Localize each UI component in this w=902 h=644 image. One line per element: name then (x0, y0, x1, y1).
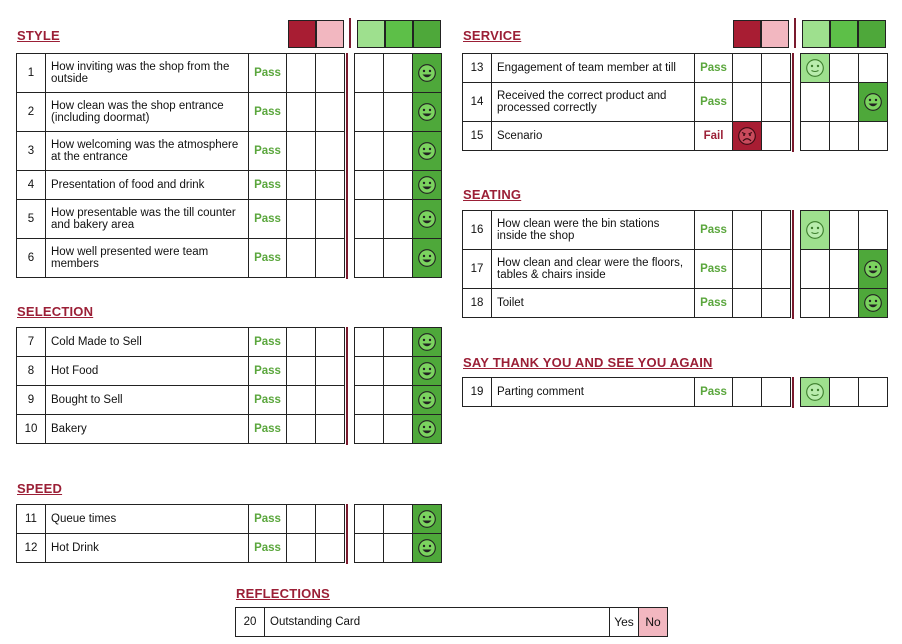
rating-cell-2[interactable] (316, 328, 345, 357)
rating-cell-4[interactable] (384, 328, 413, 357)
rating-cell-1[interactable] (733, 83, 762, 122)
row-number: 13 (463, 54, 492, 83)
rating-cell-2[interactable] (316, 239, 345, 278)
scale-divider (345, 171, 355, 200)
very-sad-face-icon (737, 130, 757, 142)
table-row (17, 534, 442, 563)
row-number: 11 (17, 505, 46, 534)
question-label: How welcoming was the atmosphere at the entrance (46, 132, 249, 171)
rating-cell-5[interactable] (413, 132, 442, 171)
question-label: Parting comment (492, 378, 695, 407)
row-number: 6 (17, 239, 46, 278)
rating-cell-2[interactable] (316, 132, 345, 171)
rating-cell-3[interactable] (801, 83, 830, 122)
table-row (17, 239, 442, 278)
rating-cell-3[interactable] (355, 93, 384, 132)
rating-cell-3[interactable] (801, 54, 830, 83)
neutral-face-icon (805, 386, 825, 398)
result-label: Pass (695, 211, 733, 250)
very-sad-face-icon (733, 20, 761, 48)
table-row (17, 415, 442, 444)
rating-cell-3[interactable] (355, 386, 384, 415)
scale-divider (345, 357, 355, 386)
rating-cell-2[interactable] (316, 386, 345, 415)
table-row (17, 357, 442, 386)
rating-cell-5[interactable] (413, 386, 442, 415)
row-number: 7 (17, 328, 46, 357)
section-title-selection: SELECTION (17, 304, 94, 319)
table-row (17, 505, 442, 534)
result-label: Pass (695, 289, 733, 318)
rating-cell-1[interactable] (287, 171, 316, 200)
row-number: 14 (463, 83, 492, 122)
rating-cell-2[interactable] (316, 534, 345, 563)
question-label: Queue times (46, 505, 249, 534)
question-label: Toilet (492, 289, 695, 318)
rating-cell-3[interactable] (355, 357, 384, 386)
row-number: 15 (463, 122, 492, 151)
rating-cell-3[interactable] (801, 250, 830, 289)
table-row (463, 378, 888, 407)
rating-cell-4[interactable] (830, 83, 859, 122)
rating-cell-1[interactable] (733, 211, 762, 250)
result-label: Pass (249, 328, 287, 357)
table-row (17, 93, 442, 132)
table-row (463, 250, 888, 289)
section-title-service: SERVICE (463, 28, 522, 43)
rating-cell-2[interactable] (762, 83, 791, 122)
very-happy-face-icon (417, 179, 437, 191)
question-label: Hot Drink (46, 534, 249, 563)
question-label: Cold Made to Sell (46, 328, 249, 357)
rating-cell-2[interactable] (316, 505, 345, 534)
no-option[interactable]: No (639, 608, 668, 637)
rating-cell-5[interactable] (859, 122, 888, 151)
rating-cell-4[interactable] (384, 171, 413, 200)
rating-cell-1[interactable] (287, 328, 316, 357)
rating-cell-2[interactable] (316, 93, 345, 132)
rating-cell-1[interactable] (287, 132, 316, 171)
table-row (463, 83, 888, 122)
row-number: 8 (17, 357, 46, 386)
question-label: Outstanding Card (265, 608, 610, 637)
selection-table (16, 327, 442, 444)
rating-cell-5[interactable] (859, 83, 888, 122)
scale-divider (345, 132, 355, 171)
rating-cell-4[interactable] (830, 211, 859, 250)
rating-cell-3[interactable] (355, 328, 384, 357)
rating-cell-4[interactable] (384, 54, 413, 93)
rating-cell-2[interactable] (316, 357, 345, 386)
rating-cell-5[interactable] (413, 239, 442, 278)
rating-cell-2[interactable] (762, 378, 791, 407)
row-number: 3 (17, 132, 46, 171)
result-label: Pass (695, 83, 733, 122)
rating-cell-1[interactable] (733, 289, 762, 318)
rating-cell-4[interactable] (384, 132, 413, 171)
rating-cell-3[interactable] (355, 132, 384, 171)
rating-cell-1[interactable] (287, 505, 316, 534)
scale-divider (345, 386, 355, 415)
question-label: Scenario (492, 122, 695, 151)
result-label: Fail (695, 122, 733, 151)
very-happy-face-icon (417, 252, 437, 264)
rating-cell-1[interactable] (287, 54, 316, 93)
rating-cell-5[interactable] (413, 171, 442, 200)
result-label: Pass (249, 386, 287, 415)
very-happy-face-icon (417, 145, 437, 157)
row-number: 16 (463, 211, 492, 250)
rating-scale-header-left (288, 20, 441, 48)
rating-cell-1[interactable] (733, 250, 762, 289)
rating-cell-5[interactable] (413, 415, 442, 444)
scale-divider (345, 505, 355, 534)
rating-cell-1[interactable] (287, 93, 316, 132)
result-label: Pass (249, 200, 287, 239)
very-happy-face-icon (417, 365, 437, 377)
result-label: Pass (249, 534, 287, 563)
rating-cell-1[interactable] (287, 357, 316, 386)
seating-table (462, 210, 888, 318)
very-happy-face-icon (417, 106, 437, 118)
rating-cell-5[interactable] (413, 328, 442, 357)
rating-cell-3[interactable] (801, 378, 830, 407)
rating-cell-1[interactable] (287, 534, 316, 563)
speed-table (16, 504, 442, 563)
row-number: 12 (17, 534, 46, 563)
rating-cell-5[interactable] (413, 534, 442, 563)
rating-cell-3[interactable] (801, 289, 830, 318)
scale-divider (791, 250, 801, 289)
rating-cell-2[interactable] (762, 54, 791, 83)
rating-cell-5[interactable] (859, 54, 888, 83)
rating-cell-1[interactable] (287, 415, 316, 444)
question-label: How well presented were team members (46, 239, 249, 278)
rating-cell-3[interactable] (355, 171, 384, 200)
question-label: How clean and clear were the floors, tables & chairs inside (492, 250, 695, 289)
rating-cell-5[interactable] (859, 250, 888, 289)
neutral-face-icon (805, 62, 825, 74)
rating-cell-1[interactable] (287, 239, 316, 278)
result-label: Pass (249, 171, 287, 200)
rating-cell-5[interactable] (859, 289, 888, 318)
question-label: How inviting was the shop from the outside (46, 54, 249, 93)
rating-cell-5[interactable] (413, 93, 442, 132)
row-number: 19 (463, 378, 492, 407)
result-label: Pass (695, 250, 733, 289)
scale-divider (791, 122, 801, 151)
rating-cell-5[interactable] (859, 211, 888, 250)
very-happy-face-icon (863, 297, 883, 309)
sad-face-icon (316, 20, 344, 48)
section-title-style: STYLE (17, 28, 60, 43)
rating-cell-4[interactable] (830, 378, 859, 407)
rating-cell-4[interactable] (384, 239, 413, 278)
question-label: Presentation of food and drink (46, 171, 249, 200)
sad-face-icon (761, 20, 789, 48)
scale-divider (345, 534, 355, 563)
scale-divider (791, 378, 801, 407)
rating-cell-4[interactable] (384, 200, 413, 239)
very-happy-face-icon (417, 423, 437, 435)
section-title-speed: SPEED (17, 481, 63, 496)
question-label: How clean were the bin stations inside the shop (492, 211, 695, 250)
rating-cell-4[interactable] (384, 415, 413, 444)
scale-divider (345, 93, 355, 132)
rating-cell-3[interactable] (801, 211, 830, 250)
section-title-seating: SEATING (463, 187, 522, 202)
table-row (463, 122, 888, 151)
row-number: 4 (17, 171, 46, 200)
result-label: Pass (249, 415, 287, 444)
result-label: Pass (249, 239, 287, 278)
row-number: 9 (17, 386, 46, 415)
rating-cell-1[interactable] (733, 378, 762, 407)
rating-cell-3[interactable] (355, 54, 384, 93)
scale-divider (345, 200, 355, 239)
table-row (17, 386, 442, 415)
result-label: Pass (249, 357, 287, 386)
scale-divider (791, 83, 801, 122)
rating-cell-1[interactable] (287, 200, 316, 239)
rating-cell-5[interactable] (413, 505, 442, 534)
rating-cell-4[interactable] (830, 289, 859, 318)
row-number: 1 (17, 54, 46, 93)
very-happy-face-icon (417, 336, 437, 348)
rating-cell-4[interactable] (830, 250, 859, 289)
table-row (463, 289, 888, 318)
table-row (17, 328, 442, 357)
scale-divider (791, 211, 801, 250)
very-happy-face-icon (417, 394, 437, 406)
question-label: Bakery (46, 415, 249, 444)
rating-cell-3[interactable] (355, 534, 384, 563)
reflections-table (235, 607, 668, 637)
result-label: Pass (249, 54, 287, 93)
happy-face-icon (385, 20, 413, 48)
rating-cell-2[interactable] (316, 54, 345, 93)
rating-cell-5[interactable] (413, 357, 442, 386)
rating-scale-header-right (733, 20, 886, 48)
very-happy-face-icon (417, 542, 437, 554)
question-label: How presentable was the till counter and bakery area (46, 200, 249, 239)
question-label: How clean was the shop entrance (including doormat) (46, 93, 249, 132)
table-row (17, 171, 442, 200)
neutral-face-icon (802, 20, 830, 48)
rating-cell-4[interactable] (384, 505, 413, 534)
result-label: Pass (249, 93, 287, 132)
rating-cell-5[interactable] (859, 378, 888, 407)
result-label: Pass (695, 54, 733, 83)
neutral-face-icon (357, 20, 385, 48)
rating-cell-4[interactable] (384, 386, 413, 415)
row-number: 2 (17, 93, 46, 132)
rating-cell-4[interactable] (384, 93, 413, 132)
rating-cell-2[interactable] (316, 415, 345, 444)
scale-divider (791, 289, 801, 318)
table-row (17, 54, 442, 93)
rating-cell-2[interactable] (316, 171, 345, 200)
happy-face-icon (830, 20, 858, 48)
table-row (17, 132, 442, 171)
question-label: Bought to Sell (46, 386, 249, 415)
row-number: 10 (17, 415, 46, 444)
result-label: Pass (249, 505, 287, 534)
rating-cell-5[interactable] (413, 54, 442, 93)
say-thank-you-table (462, 377, 888, 407)
rating-cell-4[interactable] (830, 54, 859, 83)
rating-cell-2[interactable] (762, 211, 791, 250)
table-row (463, 54, 888, 83)
neutral-face-icon (805, 224, 825, 236)
very-happy-face-icon (417, 513, 437, 525)
rating-cell-2[interactable] (316, 200, 345, 239)
yes-option[interactable]: Yes (610, 608, 639, 637)
scale-divider (345, 328, 355, 357)
rating-cell-2[interactable] (762, 289, 791, 318)
row-number: 5 (17, 200, 46, 239)
row-number: 18 (463, 289, 492, 318)
rating-cell-4[interactable] (830, 122, 859, 151)
result-label: Pass (249, 132, 287, 171)
scale-divider (345, 239, 355, 278)
scale-divider (345, 54, 355, 93)
section-title-say-thank-you: SAY THANK YOU AND SEE YOU AGAIN (463, 355, 713, 370)
rating-cell-5[interactable] (413, 200, 442, 239)
rating-cell-4[interactable] (384, 534, 413, 563)
rating-cell-2[interactable] (762, 250, 791, 289)
very-sad-face-icon (288, 20, 316, 48)
rating-cell-1[interactable] (287, 386, 316, 415)
very-happy-face-icon (413, 20, 441, 48)
question-label: Hot Food (46, 357, 249, 386)
rating-cell-3[interactable] (355, 415, 384, 444)
very-happy-face-icon (863, 263, 883, 275)
rating-cell-3[interactable] (801, 122, 830, 151)
rating-cell-3[interactable] (355, 505, 384, 534)
very-happy-face-icon (417, 213, 437, 225)
row-number: 20 (236, 608, 265, 637)
rating-cell-3[interactable] (355, 200, 384, 239)
very-happy-face-icon (417, 67, 437, 79)
scale-divider (791, 54, 801, 83)
row-number: 17 (463, 250, 492, 289)
rating-cell-1[interactable] (733, 54, 762, 83)
result-label: Pass (695, 378, 733, 407)
question-label: Received the correct product and processed correctly (492, 83, 695, 122)
rating-cell-2[interactable] (762, 122, 791, 151)
question-label: Engagement of team member at till (492, 54, 695, 83)
rating-cell-1[interactable] (733, 122, 762, 151)
style-table (16, 53, 442, 278)
very-happy-face-icon (863, 96, 883, 108)
rating-cell-4[interactable] (384, 357, 413, 386)
section-title-reflections: REFLECTIONS (236, 586, 330, 601)
table-row (17, 200, 442, 239)
scale-divider (345, 415, 355, 444)
service-table (462, 53, 888, 151)
very-happy-face-icon (858, 20, 886, 48)
table-row (463, 211, 888, 250)
rating-cell-3[interactable] (355, 239, 384, 278)
